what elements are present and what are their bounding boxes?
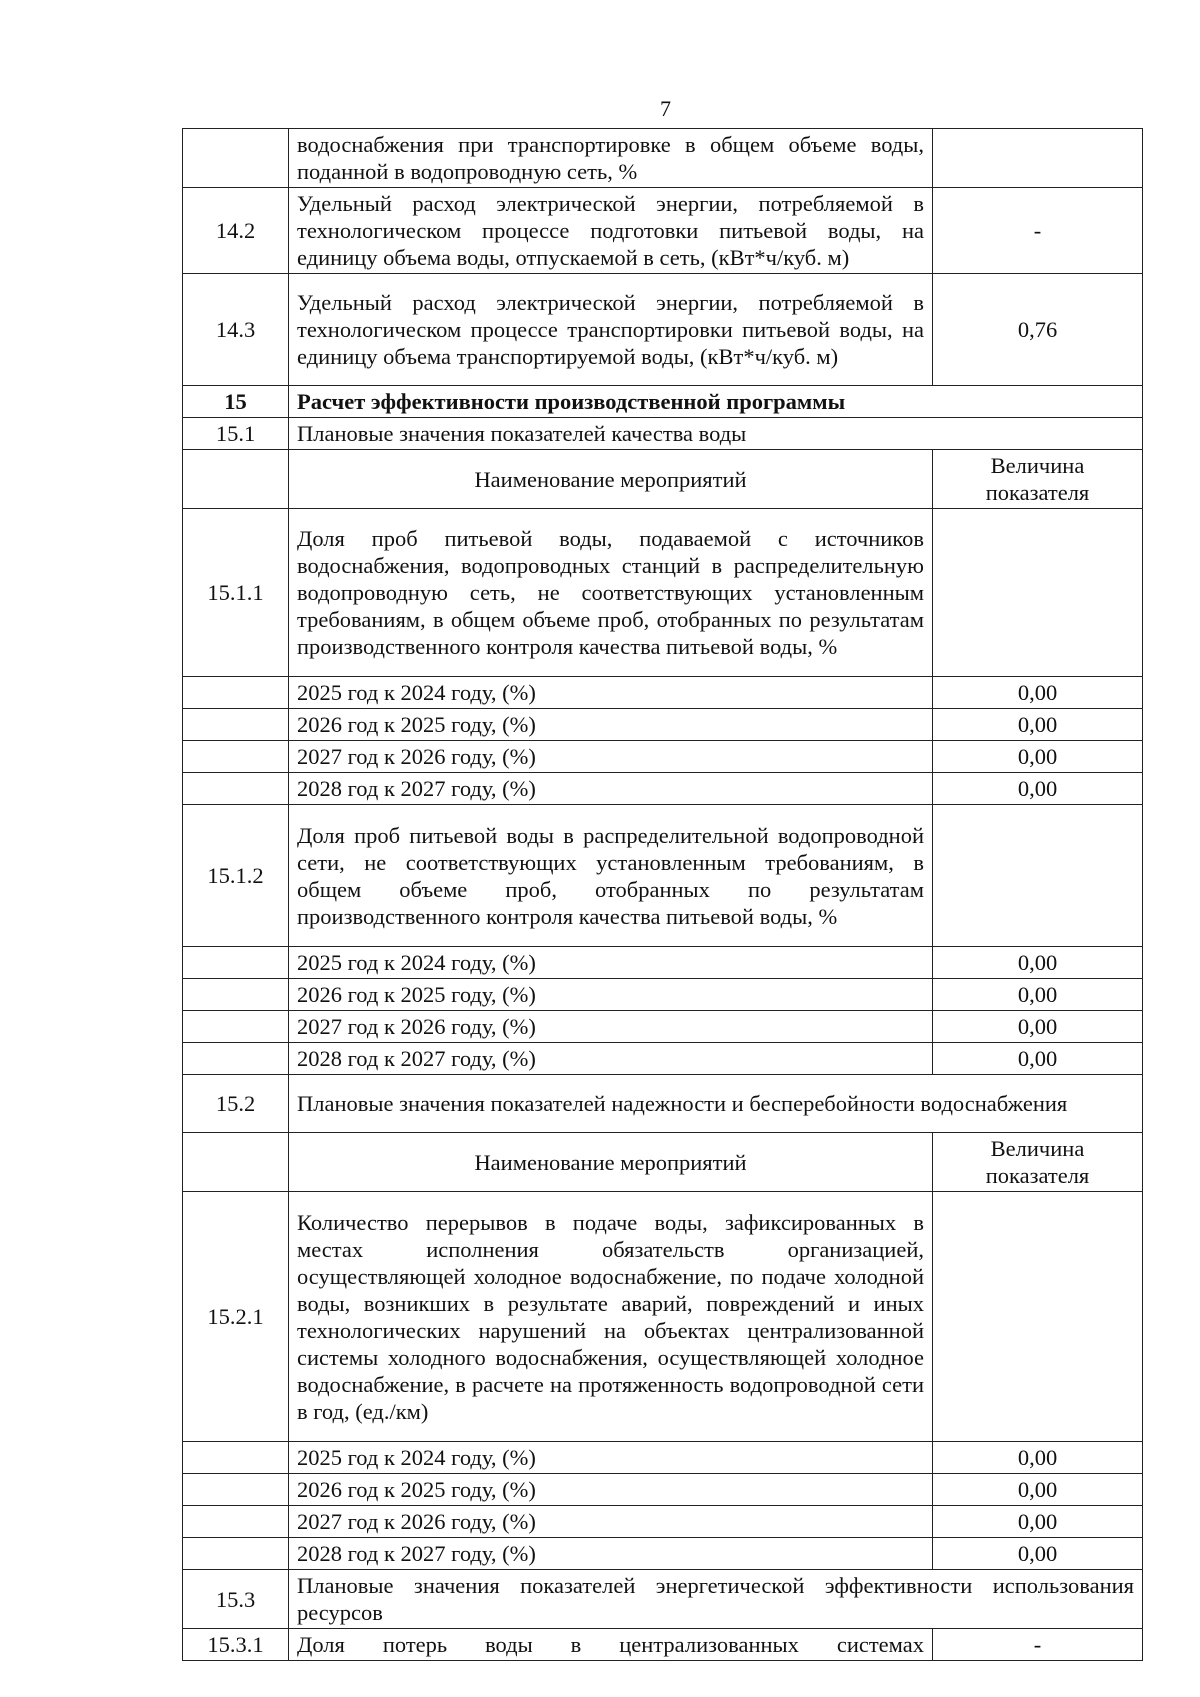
row-text: Удельный расход электрической энергии, потребляемой в технологическом процессе подготовки питьевой воды, на единицу объема воды, отпускаемой в сеть, (кВт*ч/куб. м): [289, 188, 933, 274]
row-text: Доля проб питьевой воды в распределительной водопроводной сети, не соответствующих установленным требованиям, в общем объеме проб, отобранных по результатам производственного контроля качества питьевой воды, %: [289, 805, 933, 947]
row-value: -: [933, 1629, 1143, 1661]
year-row: [183, 741, 1143, 773]
year-row: [183, 677, 1143, 709]
table-row: [183, 1629, 1143, 1661]
year-row: [183, 1474, 1143, 1506]
section-title: Плановые значения показателей надежности и бесперебойности водоснабжения: [289, 1075, 1143, 1133]
year-label: 2026 год к 2025 году, (%): [289, 709, 933, 741]
section-row: [183, 418, 1143, 450]
row-text: Количество перерывов в подаче воды, зафиксированных в местах исполнения обязательств организацией, осуществляющей холодное водоснабжение, по подаче холодной воды, возникших в результате аварий, повреждений и иных технологических нарушений на объектах централизованной системы холодного водоснабжения, осуществляющей холодное водоснабжение, в расчете на протяженность водопроводной сети в год, (ед./км): [289, 1192, 933, 1442]
header-name: Наименование мероприятий: [289, 450, 933, 509]
year-value: 0,00: [933, 1043, 1143, 1075]
row-text: Доля проб питьевой воды, подаваемой с источников водоснабжения, водопроводных станций в распределительную водопроводную сеть, не соответствующих установленным требованиям, в общем объеме проб, отобранных по результатам производственного контроля качества питьевой воды, %: [289, 509, 933, 677]
row-number: 14.3: [183, 274, 289, 386]
year-value: 0,00: [933, 741, 1143, 773]
year-label: 2027 год к 2026 году, (%): [289, 1506, 933, 1538]
table-row: [183, 509, 1143, 677]
section-title: Плановые значения показателей качества воды: [289, 418, 1143, 450]
section-title: Расчет эффективности производственной программы: [289, 386, 1143, 418]
year-label: 2027 год к 2026 году, (%): [289, 1011, 933, 1043]
year-value: 0,00: [933, 1506, 1143, 1538]
year-row: [183, 1043, 1143, 1075]
year-value: 0,00: [933, 1474, 1143, 1506]
table-row: [183, 1192, 1143, 1442]
row-number: 15.2.1: [183, 1192, 289, 1442]
year-label: 2027 год к 2026 году, (%): [289, 741, 933, 773]
header-value: Величина показателя: [933, 450, 1143, 509]
year-row: [183, 1442, 1143, 1474]
year-value: 0,00: [933, 1538, 1143, 1570]
table-row: [183, 129, 1143, 188]
year-label: 2026 год к 2025 году, (%): [289, 979, 933, 1011]
row-number: 15.3.1: [183, 1629, 289, 1661]
year-label: 2028 год к 2027 году, (%): [289, 1538, 933, 1570]
section-title: Плановые значения показателей энергетической эффективности использования ресурсов: [289, 1570, 1143, 1629]
year-label: 2025 год к 2024 году, (%): [289, 1442, 933, 1474]
section-number: 15.2: [183, 1075, 289, 1133]
header-value: Величина показателя: [933, 1133, 1143, 1192]
year-row: [183, 979, 1143, 1011]
year-row: [183, 1011, 1143, 1043]
year-label: 2028 год к 2027 году, (%): [289, 773, 933, 805]
section-row: [183, 1570, 1143, 1629]
year-value: 0,00: [933, 709, 1143, 741]
year-value: 0,00: [933, 947, 1143, 979]
year-value: 0,00: [933, 1442, 1143, 1474]
year-row: [183, 947, 1143, 979]
row-value: -: [933, 188, 1143, 274]
table-row: [183, 274, 1143, 386]
year-label: 2025 год к 2024 году, (%): [289, 677, 933, 709]
row-number: 14.2: [183, 188, 289, 274]
header-row: [183, 450, 1143, 509]
year-value: 0,00: [933, 677, 1143, 709]
section-row: [183, 386, 1143, 418]
year-value: 0,00: [933, 773, 1143, 805]
section-number: 15.3: [183, 1570, 289, 1629]
row-value: 0,76: [933, 274, 1143, 386]
year-label: 2026 год к 2025 году, (%): [289, 1474, 933, 1506]
year-label: 2028 год к 2027 году, (%): [289, 1043, 933, 1075]
row-number: 15.1.2: [183, 805, 289, 947]
table-row: [183, 188, 1143, 274]
header-row: [183, 1133, 1143, 1192]
section-row: [183, 1075, 1143, 1133]
row-text: водоснабжения при транспортировке в общем объеме воды, поданной в водопроводную сеть, %: [289, 129, 933, 188]
row-text: Удельный расход электрической энергии, потребляемой в технологическом процессе транспортировки питьевой воды, на единицу объема транспортируемой воды, (кВт*ч/куб. м): [289, 274, 933, 386]
row-number: [183, 129, 289, 188]
year-row: [183, 1538, 1143, 1570]
program-table: [182, 128, 1143, 1661]
year-label: 2025 год к 2024 году, (%): [289, 947, 933, 979]
year-value: 0,00: [933, 979, 1143, 1011]
section-number: 15: [183, 386, 289, 418]
row-text: Доля потерь воды в централизованных системах: [289, 1629, 933, 1661]
year-row: [183, 773, 1143, 805]
row-number: 15.1.1: [183, 509, 289, 677]
header-name: Наименование мероприятий: [289, 1133, 933, 1192]
row-value: [933, 129, 1143, 188]
table-row: [183, 805, 1143, 947]
section-number: 15.1: [183, 418, 289, 450]
year-row: [183, 1506, 1143, 1538]
year-row: [183, 709, 1143, 741]
year-value: 0,00: [933, 1011, 1143, 1043]
